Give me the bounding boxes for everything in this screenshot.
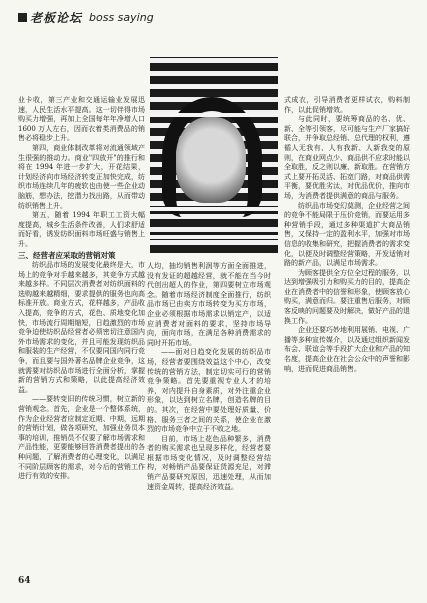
page-number: 64 — [18, 576, 31, 586]
photo-stripe — [150, 113, 278, 117]
photo-stripe — [150, 207, 278, 211]
paragraph: 纺织品市场的发展变化最终是大，市场上的竞争对手越来越多，其竞争方式越来越多样。不同层次消费者对纺织面料的选购越来越精细，要求提供的服务也向高标准开放。商业方式，花样越多，产品收入提高，竞争的方式，花色、质地变化加快，市场流行周期缩短，日趋激烈的市场竞争迫使纺织品经营者必须密切注意国内外市场需求的变化，并且可能发现纺织品和服装的生产经营，不仅要同国内同行竞争，而且要与国外著名品牌企业竞争，这就需要对纺织品市场进行全面分析，掌握新的营销方式和策略，以此提高经济效益。 — [18, 261, 145, 394]
paragraph: 与此同时，要统筹商品的名、优、新、全等引领客，尽可能与生产厂家搞好联合，并争取总经销、总代理的权利，遵循人无我有、人有我新、人新我变的原则，在商业网点少、商品供不应求时能以全取胜，反之则以廉、新取胜。在营销方式上要开拓灵活、拓宽门路，对商品供需平衡，要优胜劣汰，对优品优价，推向市场，为消费者提供满意的商品与服务。 — [284, 115, 410, 200]
photo-stripe — [150, 85, 278, 89]
article-column-1 — [18, 96, 145, 482]
paragraph: ——面对日趋变化发展的纺织品市场，经营者要围绕效益这个中心，改变传统的营销方法，制定切实可行的营销竞争策略。首先要重视专业人才的培养，对内提升自身素质，对外注重企业形象，以达到树立名牌，创造名牌的目的。其次，在经营中要处理好质量、价格、服务三者之间的关系，使企业在激烈的市场竞争中立于不败之地。 — [147, 348, 271, 434]
paragraph: 为顾客提供全方位全过程的服务，以达到增强吸引力和购买力的目的，提高企业在消费者中的信誉和形象，使顾客放心购买，满意而归。要注重售后服务，对顾客反映的问题要及时解决，做好产品的退换工作。 — [284, 268, 410, 325]
paragraph: 企业还要巧妙地利用展销、电视、广播等多种宣传媒介，以及通过组织新闻发布会、联谊会等手段扩大企业和产品的知名度，提高企业在社会公众中的声誉和影响，进而促进商品销售。 — [284, 326, 410, 373]
paragraph: 业卡收，第三产业和交通运输业发展迅速，人民生活水平提高。这一切伴得市场购买力增强，再加上全国每年年净增人口 1600 万人左右，因而衣着类消费品的销售必将稳步上升。 — [18, 96, 145, 143]
article-column-2 — [147, 262, 271, 492]
paragraph: 第四，商业体制改革将对流通领域产生很强的推动力。商业"四放开"的推行和将在 1994 年进一步扩大，开花结果，计划经济向市场经济转变正加快完成，纺织市场连续几年的疲软也由使一些企业动脑筋，想办法，挖潜力找出路，从而带动纺织销售上升。 — [18, 143, 145, 210]
article-column-3 — [284, 96, 410, 374]
header-square-icon — [18, 13, 27, 22]
column-subtitle: boss saying — [89, 10, 154, 24]
portrait-face — [176, 117, 246, 203]
paragraph: ——要转变旧的传统习惯，树立新的营销观念。首先，企业是一个整体系统，作为企业经营者应制定近期、中期，远期的营销计划，做各项研究，加强业务员本事的培训，推销员不仅要了解市场需求和产品性能，更要能够回答消费者提出的各种问题，了解消费者的心理变化，以满足不同阶层顾客的需求，对今后的营销工作进行有效的安排。 — [18, 395, 145, 481]
paragraph: 人均，抽均销售利润等方面全面推进，没有发证的超越经营，就不能在当今时代创出超人的作业，第四要树立市场观念。随着市场经济制度全面推行，纺织品市场已由卖方市场转变为买方市场，企业必须根据市场需求以销定产，以适应消费者对面料的要求，坚持市场导向，面向市场，在满足各种消费需求的同时开拓市场。 — [147, 262, 271, 347]
column-title: 老板论坛 — [30, 10, 83, 25]
paragraph: 第五，随着 1994 年职工工资大幅度提高，城乡生活条件改善，人们求舒适而好看，诱发纺织面料市场旺盛与销售上升。 — [18, 211, 145, 248]
column-header — [18, 9, 154, 25]
paragraph: 纺织品市场变幻莫测，企业经营之间的竞争不能局限于压价竞销，而要运用多种营销手段，通过多种渠道扩大商品销售，又保持一定的盈利水平，加强对市场信息的收集和研究，把握消费者的需求变化，以便及时调整经营策略，开发适销对路的新产品，以满足市场需求。 — [284, 201, 410, 268]
portrait-photo — [150, 57, 278, 253]
section-heading: 三、经营者应采取的营销对策 — [18, 250, 116, 260]
paragraph: 目前，市场上花色品种繁多，消费者的购买需求也呈现多样化，经营者要根据市场变化情况，及时调整经营结构，对畅销产品要保证货源充足，对滞销产品要研究原因，迅速处理，从而加速资金周转，提高经济效益。 — [147, 434, 271, 491]
photo-stripe — [150, 235, 278, 239]
paragraph: 式成衣，引导消费者更样试衣，购料制作，以此促销增效。 — [284, 96, 410, 114]
